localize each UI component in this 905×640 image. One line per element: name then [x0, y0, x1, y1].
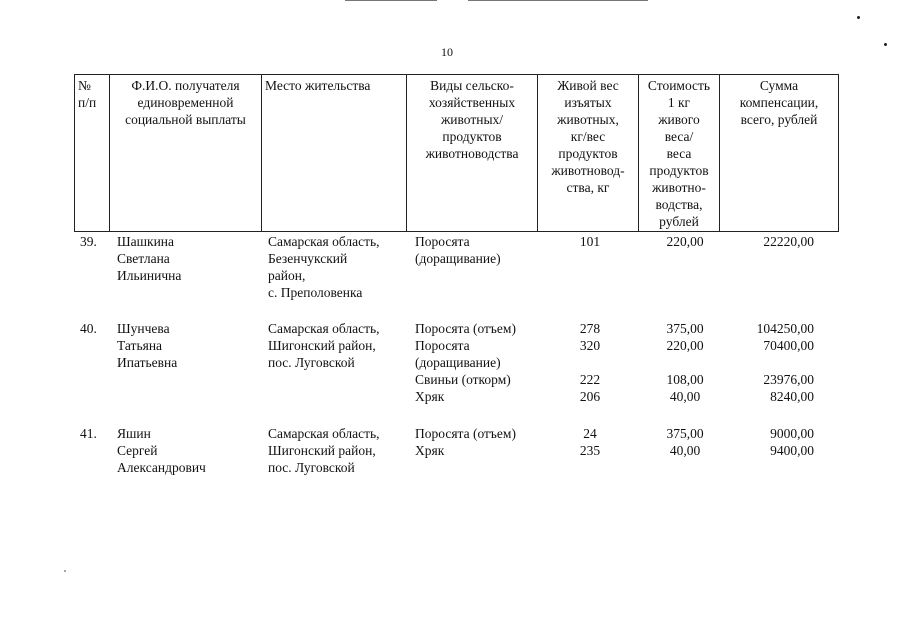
header-text: Стоимость — [647, 78, 711, 93]
name-line: Татьяна — [117, 338, 163, 353]
header-text: единовременной — [137, 95, 234, 110]
scan-line-top-left — [345, 0, 437, 1]
header-text: водства, — [655, 197, 703, 212]
header-col-types — [407, 75, 538, 232]
item-type — [415, 371, 511, 388]
item-weight: 101 — [579, 234, 601, 249]
name-line: Светлана — [117, 251, 170, 266]
type-line: Хряк — [415, 443, 445, 458]
header-col-price — [639, 75, 720, 232]
item-sum: 23976,00 — [763, 372, 814, 387]
scan-speck — [884, 43, 887, 46]
header-col-place — [262, 75, 407, 232]
record-number: 39. — [80, 234, 97, 249]
item-price: 375,00 — [666, 321, 704, 336]
header-text: живого — [658, 112, 700, 127]
scan-speck — [64, 570, 66, 572]
record-number: 41. — [80, 426, 97, 441]
item-price: 40,00 — [669, 389, 701, 404]
header-text: животновод- — [551, 163, 625, 178]
header-text: компенсации, — [739, 95, 819, 110]
header-text: социальной выплаты — [125, 112, 246, 127]
place-line: Самарская область, — [268, 426, 380, 441]
scan-speck — [857, 16, 860, 19]
header-text: Место жительства — [265, 78, 371, 93]
item-price: 40,00 — [669, 443, 701, 458]
header-text: продуктов — [442, 129, 502, 144]
type-line: Поросята — [415, 234, 470, 249]
record-name — [117, 320, 177, 371]
header-text: животноводства — [425, 146, 519, 161]
name-line: Яшин — [117, 426, 151, 441]
item-sum: 9400,00 — [770, 443, 814, 458]
header-text: веса — [666, 146, 692, 161]
header-text: Сумма — [759, 78, 799, 93]
place-line: с. Преполовенка — [268, 285, 363, 300]
header-col-name — [110, 75, 262, 232]
item-type — [415, 233, 501, 267]
header-col-number — [75, 75, 110, 232]
record-place — [268, 320, 380, 371]
name-line: Александрович — [117, 460, 206, 475]
header-col-sum — [720, 75, 839, 232]
name-line: Шашкина — [117, 234, 175, 249]
type-line: Хряк — [415, 389, 445, 404]
page-number: 10 — [441, 45, 453, 59]
header-text: животно- — [652, 180, 706, 195]
type-line: Поросята (отъем) — [415, 426, 516, 441]
place-line: район, — [268, 268, 306, 283]
record-name — [117, 233, 181, 284]
header-text: хозяйственных — [428, 95, 516, 110]
header-text: изъятых — [564, 95, 612, 110]
item-type — [415, 442, 444, 459]
place-line: Шигонский район, — [268, 443, 376, 458]
item-sum: 22220,00 — [763, 234, 814, 249]
header-text: № — [78, 78, 91, 93]
header-col-weight — [538, 75, 639, 232]
item-type — [415, 425, 516, 442]
place-line: Шигонский район, — [268, 338, 376, 353]
type-line: (доращивание) — [415, 355, 501, 370]
place-line: Безенчукский — [268, 251, 348, 266]
header-text: п/п — [78, 95, 97, 110]
place-line: пос. Луговской — [268, 355, 355, 370]
type-line: Свиньи (откорм) — [415, 372, 511, 387]
type-line: Поросята (отъем) — [415, 321, 516, 336]
place-line: Самарская область, — [268, 321, 380, 336]
header-text: рублей — [659, 214, 699, 229]
table-header — [74, 74, 839, 232]
record-name — [117, 425, 206, 476]
header-text: Живой вес — [557, 78, 619, 93]
header-text: животных/ — [440, 112, 504, 127]
name-line: Сергей — [117, 443, 158, 458]
header-text: Ф.И.О. получателя — [131, 78, 240, 93]
name-line: Ипатьевна — [117, 355, 178, 370]
type-line: (доращивание) — [415, 251, 501, 266]
place-line: пос. Луговской — [268, 460, 355, 475]
record-number: 40. — [80, 321, 97, 336]
item-price: 108,00 — [666, 372, 704, 387]
item-type — [415, 320, 516, 337]
place-line: Самарская область, — [268, 234, 380, 249]
header-text: кг/вес — [570, 129, 606, 144]
header-text: продуктов — [558, 146, 618, 161]
header-text: Виды сельско- — [430, 78, 514, 93]
item-price: 220,00 — [666, 338, 704, 353]
item-type — [415, 388, 444, 405]
scan-line-top-right — [468, 0, 648, 1]
item-weight: 24 — [583, 426, 597, 441]
record-place — [268, 425, 380, 476]
header-text: животных, — [557, 112, 619, 127]
item-weight: 235 — [579, 443, 601, 458]
item-price: 220,00 — [666, 234, 704, 249]
item-price: 375,00 — [666, 426, 704, 441]
type-line: Поросята — [415, 338, 470, 353]
item-weight: 320 — [579, 338, 601, 353]
item-weight: 278 — [579, 321, 601, 336]
item-weight: 206 — [579, 389, 601, 404]
item-sum: 70400,00 — [763, 338, 814, 353]
item-type — [415, 337, 501, 371]
name-line: Ильинична — [117, 268, 182, 283]
item-sum: 104250,00 — [756, 321, 814, 336]
item-weight: 222 — [579, 372, 601, 387]
record-place — [268, 233, 380, 301]
header-text: 1 кг — [667, 95, 691, 110]
header-text: продуктов — [649, 163, 709, 178]
item-sum: 8240,00 — [770, 389, 814, 404]
header-text: веса/ — [664, 129, 694, 144]
header-text: всего, рублей — [740, 112, 818, 127]
name-line: Шунчева — [117, 321, 170, 336]
header-text: ства, кг — [566, 180, 610, 195]
item-sum: 9000,00 — [770, 426, 814, 441]
